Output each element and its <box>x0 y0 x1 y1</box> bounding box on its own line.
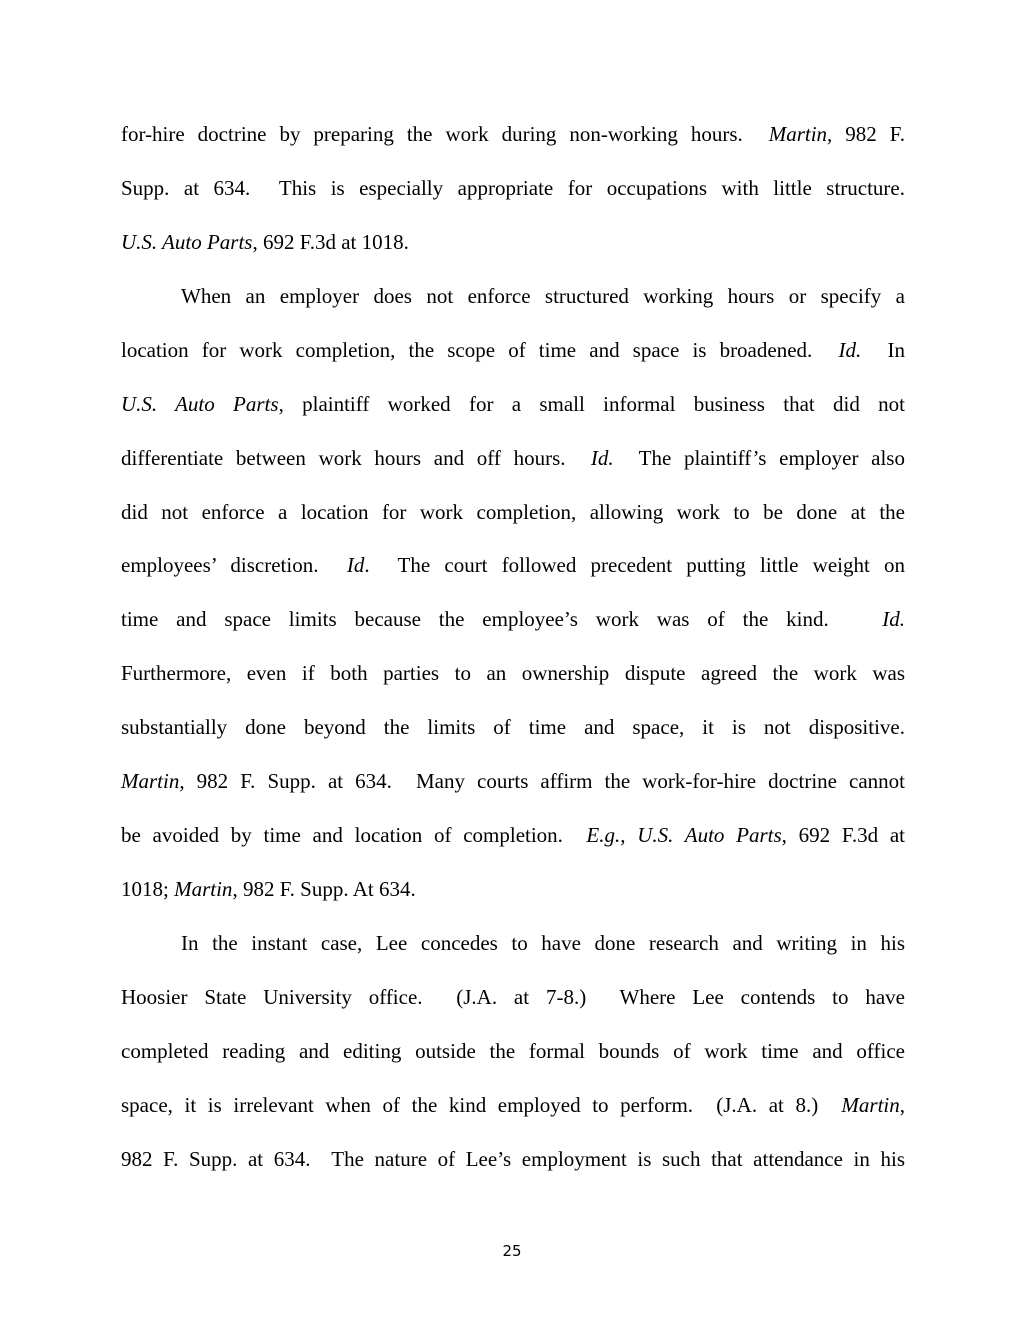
italic-citation: U.S. Auto Parts <box>121 392 279 416</box>
text-run: In <box>861 338 905 362</box>
italic-citation: U.S. Auto Parts <box>637 823 782 847</box>
text-run: space, it is irrelevant when of the kind employed to perform. (J.A. at 8.) <box>121 1093 842 1117</box>
italic-citation: Martin <box>174 877 233 901</box>
text-line <box>121 498 905 526</box>
text-run: In the instant case, Lee concedes to have done research and writing in his <box>181 931 905 955</box>
page-number: 25 <box>502 1242 522 1260</box>
text-line <box>121 228 905 256</box>
italic-citation: Martin, <box>768 122 833 146</box>
text-run: , <box>620 823 638 847</box>
italic-citation: Id. <box>882 607 905 631</box>
text-run: , 692 F.3d at 1018. <box>252 230 409 254</box>
text-line <box>181 282 905 310</box>
text-line <box>121 983 905 1011</box>
text-run: Supp. at 634. This is especially appropriate for occupations with little structure. <box>121 176 905 200</box>
text-line <box>181 929 905 957</box>
text-run: 982 F. <box>832 122 905 146</box>
text-run: , plaintiff worked for a small informal business that did not <box>278 392 905 416</box>
text-run: for-hire doctrine by preparing the work during non-working hours. <box>121 122 769 146</box>
text-run: The plaintiff’s employer also <box>613 446 905 470</box>
text-line <box>121 1145 905 1173</box>
text-line <box>121 605 905 633</box>
text-line <box>121 821 905 849</box>
text-run: 982 F. Supp. at 634. The nature of Lee’s employment is such that attendance in his <box>121 1147 905 1171</box>
text-line <box>121 767 905 795</box>
text-run: When an employer does not enforce structured working hours or specify a <box>181 284 905 308</box>
text-run: . The court followed precedent putting little weight on <box>364 553 905 577</box>
text-line <box>121 174 905 202</box>
text-line <box>121 875 905 903</box>
italic-citation: Id <box>346 553 365 577</box>
text-run: , 982 F. Supp. At 634. <box>232 877 416 901</box>
text-line <box>121 390 905 418</box>
italic-citation: Martin <box>841 1093 900 1117</box>
text-run: employees’ discretion. <box>121 553 347 577</box>
text-line <box>121 336 905 364</box>
text-run: substantially done beyond the limits of time and space, it is not dispositive. <box>121 715 905 739</box>
italic-citation: Id. <box>838 338 862 362</box>
text-run: did not enforce a location for work completion, allowing work to be done at the <box>121 500 905 524</box>
text-run: differentiate between work hours and off hours. <box>121 446 591 470</box>
italic-citation: U.S. Auto Parts <box>121 230 253 254</box>
italic-citation: E.g. <box>586 823 621 847</box>
text-run: location for work completion, the scope of time and space is broadened. <box>121 338 839 362</box>
text-line <box>121 1037 905 1065</box>
italic-citation: Id. <box>590 446 614 470</box>
text-line <box>121 551 905 579</box>
text-line <box>121 1091 905 1119</box>
text-run: time and space limits because the employee’s work was of the kind. <box>121 607 883 631</box>
text-run: completed reading and editing outside the formal bounds of work time and office <box>121 1039 905 1063</box>
text-line <box>121 444 905 472</box>
text-line <box>121 120 905 148</box>
italic-citation: Martin <box>121 769 180 793</box>
text-run: , 982 F. Supp. at 634. Many courts affirm the work-for-hire doctrine cannot <box>179 769 905 793</box>
text-line <box>121 713 905 741</box>
text-run: Hoosier State University office. (J.A. at 7-8.) Where Lee contends to have <box>121 985 905 1009</box>
text-run: Furthermore, even if both parties to an ownership dispute agreed the work was <box>121 661 905 685</box>
text-run: , <box>899 1093 905 1117</box>
text-run: 1018; <box>121 877 175 901</box>
text-run: , 692 F.3d at <box>781 823 905 847</box>
text-line <box>121 659 905 687</box>
text-run: be avoided by time and location of completion. <box>121 823 587 847</box>
